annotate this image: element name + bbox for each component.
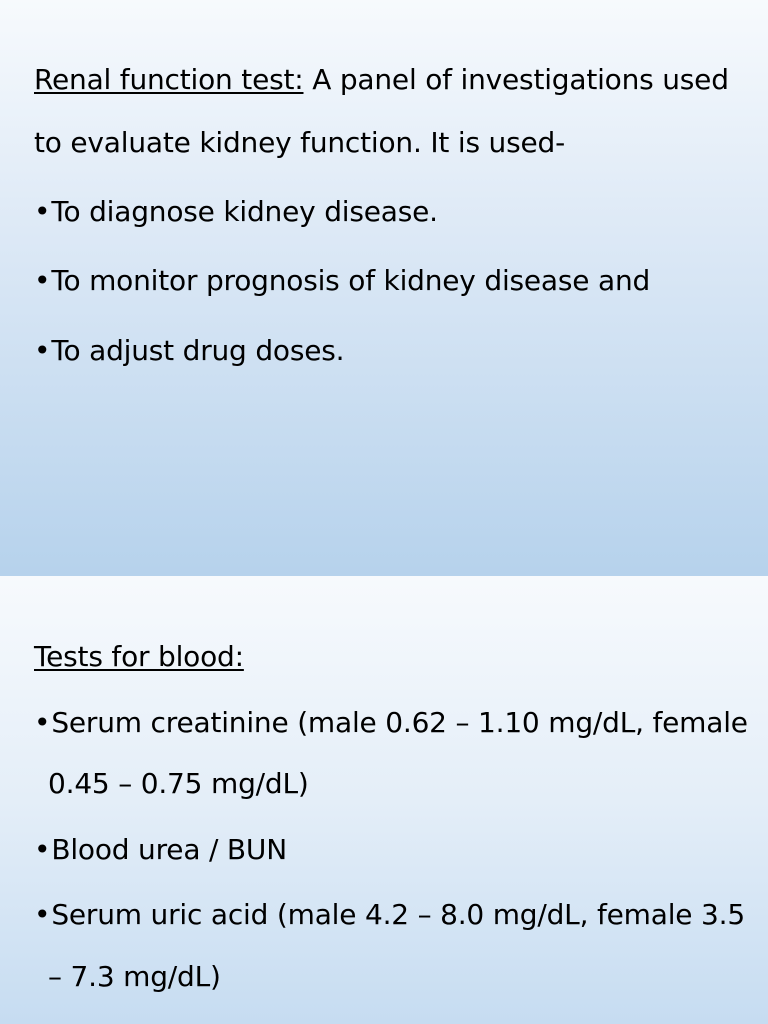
bullet-text: To diagnose kidney disease. [51, 195, 438, 228]
bullet-icon: • [34, 833, 51, 866]
bullet-text: Serum uric acid (male 4.2 – 8.0 mg/dL, female 3.5 [51, 898, 745, 931]
slide-heading-line [34, 639, 244, 675]
bullet-icon: • [34, 195, 51, 228]
bullet-item [34, 194, 438, 230]
bullet-text: Serum creatinine (male 0.62 – 1.10 mg/dL, female [51, 706, 748, 739]
bullet-item [34, 832, 287, 868]
bullet-icon: • [34, 706, 51, 739]
bullet-item [34, 705, 748, 741]
bullet-item [34, 897, 745, 933]
bullet-icon: • [34, 264, 51, 297]
slide-heading: Tests for blood: [34, 640, 244, 673]
bullet-continuation: – 7.3 mg/dL) [48, 960, 221, 993]
intro-text-1: A panel of investigations used [303, 63, 729, 96]
bullet-text: To adjust drug doses. [51, 334, 345, 367]
bullet-continuation: 0.45 – 0.75 mg/dL) [48, 767, 309, 800]
slide-tests-for-blood [0, 576, 768, 1024]
bullet-item [34, 263, 650, 299]
bullet-icon: • [34, 898, 51, 931]
bullet-text: Blood urea / BUN [51, 833, 287, 866]
slide-heading: Renal function test: [34, 63, 304, 96]
intro-line-2: to evaluate kidney function. It is used- [34, 126, 565, 159]
bullet-text: To monitor prognosis of kidney disease and [51, 264, 651, 297]
bullet-item [34, 333, 344, 369]
bullet-icon: • [34, 334, 51, 367]
intro-line-1 [34, 62, 729, 98]
